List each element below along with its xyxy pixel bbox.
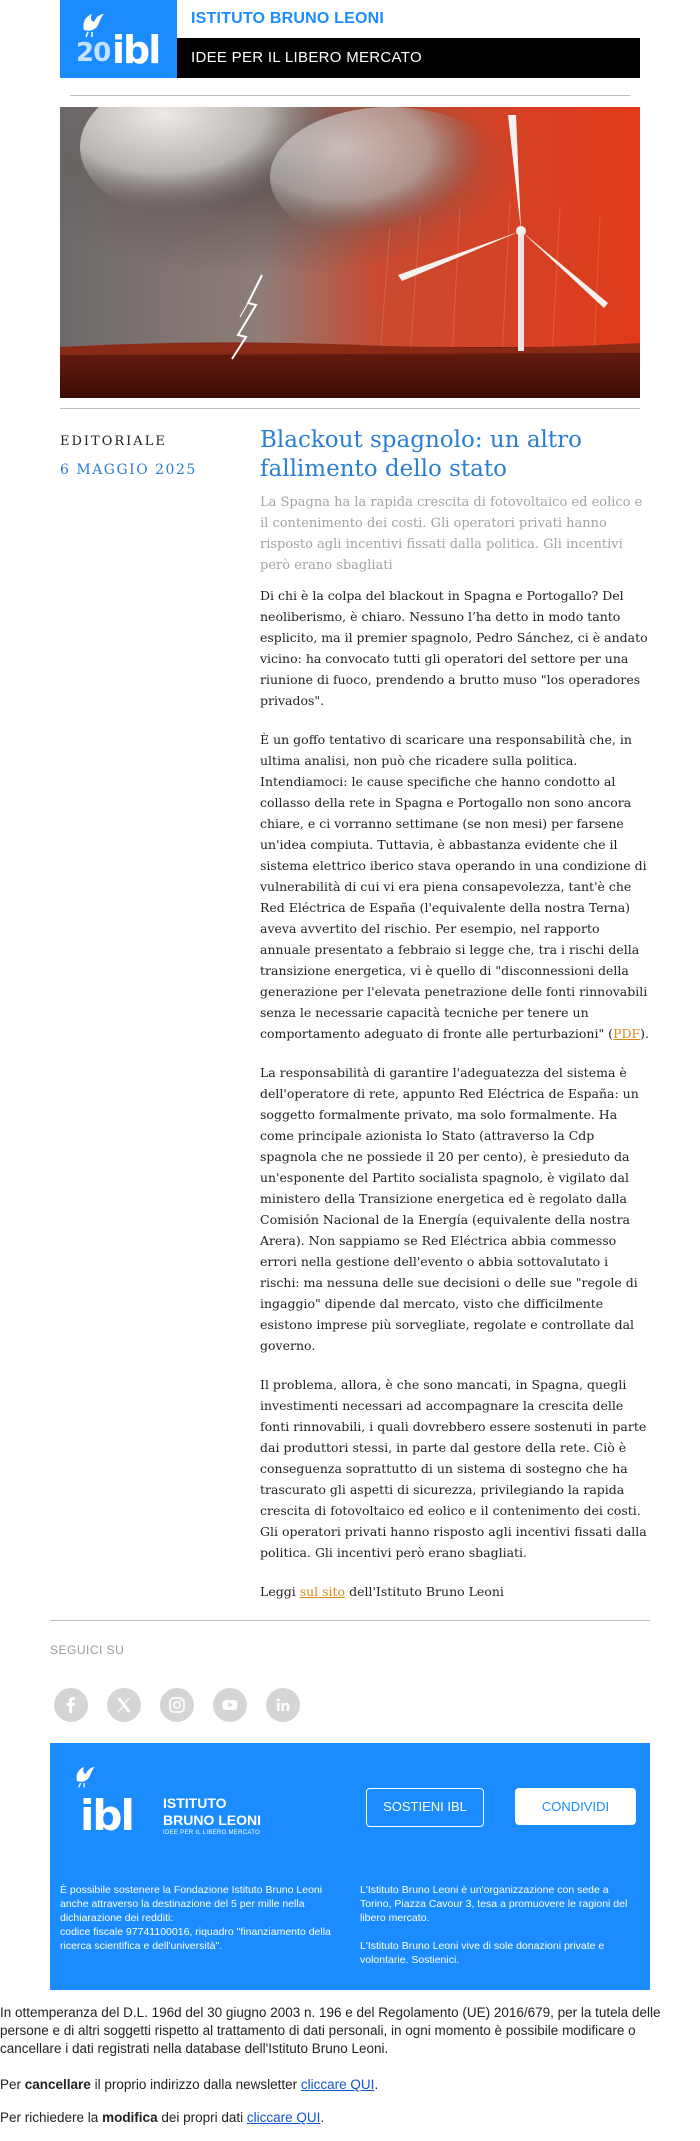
article-paragraph-4: Il problema, allora, è che sono mancati, in Spagna, quegli investimenti necessari ad accompagnare la crescita delle fonti rinnovabili, i quali dovrebbero essere sostenuti in parte dai produttori stessi, in parte dal gestore della rete. Ciò è conseguenza soprattutto di un sistema di sostegno che ha trascurato gli aspetti di sicurezza, privilegiando la rapida crescita di fotovoltaico ed eolico e il contenimento dei costi. Gli operatori privati hanno risposto agli incentivi fissati dalla politica. Gli incentivi però erano sbagliati. [260, 1377, 647, 1560]
wind-turbine-storm-painting-icon [60, 107, 640, 398]
logo-text: ibl [112, 28, 160, 72]
footer-logo-line-3: IDEE PER IL LIBERO MERCATO [163, 1830, 261, 1836]
newsletter-header [60, 0, 640, 78]
ibl-logo[interactable] [60, 0, 177, 78]
footer-logo-text: ibl [80, 1791, 133, 1840]
donation-info: È possibile sostenere la Fondazione Istituto Bruno Leoni anche attraverso la destinazione del 5 per mille nella dichiarazione dei redditi: codice fiscale 97741100016, riquadro "finanziamento della ricerca scientifica e dell'università". [60, 1884, 331, 1952]
support-footer [50, 1743, 650, 1990]
about-info: L'Istituto Bruno Leoni è un'organizzazione con sede a Torino, Piazza Cavour 3, tesa a promuovere le ragioni del libero mercato. L'Istituto Bruno Leoni vive di sole donazioni private e volontarie. Sostienici. [360, 1884, 628, 1966]
facebook-icon[interactable] [54, 1688, 88, 1722]
read-on-site-link[interactable]: sul sito [299, 1584, 346, 1599]
follow-label: SEGUICI SU [50, 1643, 125, 1657]
article-body [260, 585, 650, 1620]
brand-tagline: IDEE PER IL LIBERO MERCATO [191, 49, 422, 66]
article-paragraph-1: Di chi è la colpa del blackout in Spagna e Portogallo? Del neoliberismo, è chiaro. Nessuno l’ha detto in modo tanto esplicito, ma il premier spagnolo, Pedro Sánchez, ci è andato vicino: ha convocato tutti gli operatori del settore per una riunione di fuoco, prendendo a brutto muso "los operadores privados". [260, 588, 648, 708]
social-divider [50, 1620, 650, 1621]
hero-divider [60, 408, 640, 409]
article-title[interactable]: Blackout spagnolo: un altro fallimento dello stato [260, 427, 582, 482]
x-icon[interactable] [107, 1688, 141, 1722]
read-more: Leggi sul sito dell'Istituto Bruno Leoni [260, 1584, 504, 1599]
share-button[interactable]: CONDIVIDI [515, 1788, 636, 1825]
linkedin-icon[interactable] [266, 1688, 300, 1722]
footer-logo-line-1: ISTITUTO [163, 1795, 227, 1811]
modify-data-link[interactable]: cliccare QUI [246, 2110, 321, 2125]
section-label: EDITORIALE [60, 434, 167, 449]
privacy-text: In ottemperanza del D.L. 196d del 30 giugno 2003 n. 196 e del Regolamento (UE) 2016/679, per la tutela delle persone e di altri soggetti rispetto al trattamento di dati personali, in ogni momento è possibile modificare o cancellare i dati registrati nella database dell'Istituto Bruno Leoni. [0, 2005, 661, 2056]
article-paragraph-3: La responsabilità di garantire l'adeguatezza del sistema è dell'operatore di rete, appunto Red Eléctrica de España: un soggetto formalmente privato, ma solo formalmente. Ha come principale azionista lo Stato (attraverso la Cdp spagnola che ne possiede il 20 per cento), è presieduto da un'esponente del Partito socialista spagnolo, è vigilato dal ministero della Transizione energetica ed è regolato dalla Comisión Nacional de la Energía (equivalente della nostra Arera). Non sappiamo se Red Eléctrica abbia commesso errori nella gestione dell'evento o abbia sottovalutato i rischi: ma nessuna delle sue decisioni o delle sue "regole di ingaggio" dipende dal mercato, visto che difficilmente esistono imprese più sorvegliate, regolate e controllate dal governo. [260, 1065, 639, 1353]
pdf-link[interactable]: PDF [613, 1026, 641, 1041]
bird-icon [76, 8, 110, 38]
privacy-notice [0, 2004, 700, 2127]
support-ibl-button[interactable]: SOSTIENI IBL [366, 1788, 484, 1827]
bird-icon [70, 1761, 100, 1789]
unsubscribe-line: Per cancellare il proprio indirizzo dalla newsletter cliccare QUI. [0, 2077, 379, 2092]
footer-logo-line-2: BRUNO LEONI [163, 1812, 261, 1828]
article-paragraph-2: È un goffo tentativo di scaricare una responsabilità che, in ultima analisi, non può che ricadere sulla politica. Intendiamoci: le cause specifiche che hanno condotto al collasso della rete in Spagna e Portogallo non sono ancora chiare, e ci vorranno settimane (se non mesi) per farsene un'idea compiuta. Tuttavia, è abbastanza evidente che il sistema elettrico iberico stava operando in una condizione di vulnerabilità di cui vi era piena consapevolezza, tant'è che Red Eléctrica de España (l'equivalente della nostra Terna) aveva avvertito del rischio. Per esempio, nel rapporto annuale presentato a febbraio si legge che, tra i rischi della transizione energetica, vi è quello di "disconnessioni della generazione per l'elevata penetrazione delle fonti rinnovabili senza le necessarie capacità tecniche per tenere un comportamento adeguato di fronte alle perturbazioni" (PDF). [260, 732, 650, 1041]
instagram-icon[interactable] [160, 1688, 194, 1722]
header-divider [70, 95, 630, 96]
modify-data-line: Per richiedere la modifica dei propri dati cliccare QUI. [0, 2110, 325, 2125]
article-date: 6 MAGGIO 2025 [60, 462, 197, 478]
logo-number: 20 [76, 38, 111, 68]
brand-name: ISTITUTO BRUNO LEONI [191, 10, 385, 27]
youtube-icon[interactable] [213, 1688, 247, 1722]
article-lead: La Spagna ha la rapida crescita di fotovoltaico ed eolico e il contenimento dei costi. Gli operatori privati hanno risposto agli incentivi fissati dalla politica. Gli incentivi però erano sbagliati [260, 495, 643, 573]
hero-image [60, 107, 640, 398]
unsubscribe-link[interactable]: cliccare QUI [300, 2077, 375, 2092]
